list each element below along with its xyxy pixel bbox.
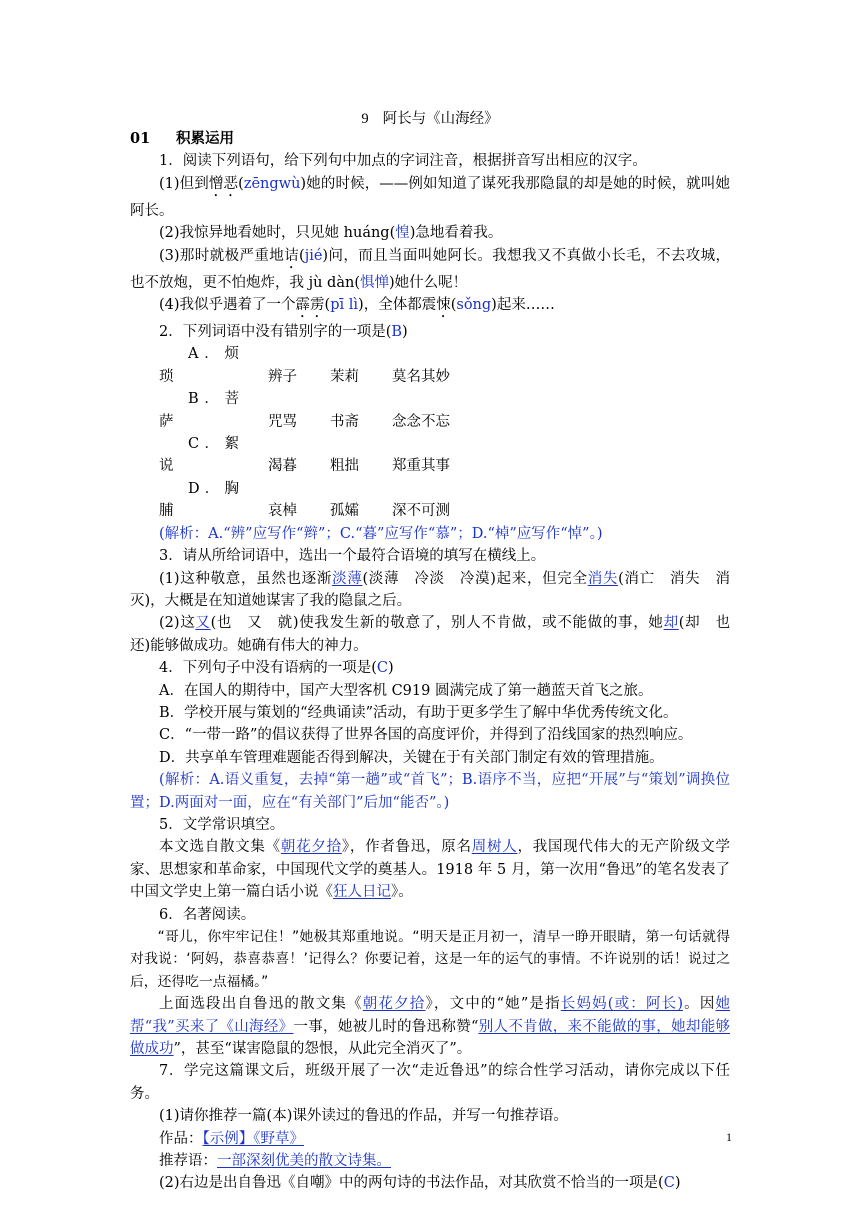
answer: 她帮“我”买来了《山海经》 — [130, 996, 731, 1035]
question-4-option-c: C．“一带一路”的倡议获得了世界各国的高度评价，并得到了沿线国家的热烈响应。 — [159, 727, 693, 744]
question-3-stem: 3．请从所给词语中，选出一个最符合语境的填写在横线上。 — [159, 548, 546, 565]
answer: 却 — [663, 615, 679, 632]
question-7-item-2: (2)右边是出自鲁迅《自嘲》中的两句诗的书法作品，对其欣赏不恰当的一项是(C) — [159, 1175, 681, 1192]
question-2-option-d: D．胸脯 哀棹 孤孀 深不可测 — [159, 480, 450, 520]
answer: 周树人 — [471, 839, 518, 856]
question-2-option-b: B．菩萨 咒骂 书斋 念念不忘 — [159, 391, 450, 430]
answer: 朝花夕拾 — [280, 839, 342, 856]
answer: 惧惮 — [359, 274, 389, 291]
question-7-work: 作品：【示例】《野草》 — [159, 1130, 304, 1147]
question-2-stem: 2．下列词语中没有错别字的一项是(B) — [159, 324, 408, 341]
question-1-stem: 1．阅读下列语句，给下列句中加点的字词注音，根据拼音写出相应的汉字。 — [159, 153, 647, 170]
answer: sǒng — [456, 297, 492, 314]
page-number: 1 — [726, 1130, 732, 1144]
answer: 别人不肯做，来不能做的事，她却能够做成功 — [130, 1018, 730, 1058]
answer: 淡薄 — [332, 570, 363, 587]
answer: 【示例】《野草》 — [202, 1130, 304, 1147]
question-4-stem: 4．下列句子中没有语病的一项是(C) — [159, 660, 394, 677]
answer: 消失 — [587, 570, 619, 587]
question-2-analysis: (解析：A.“辨”应写作“辫”；C.“暮”应写作“慕”；D.“棹”应写作“悼”。) — [159, 525, 603, 542]
answer: 一部深刻优美的散文诗集。 — [217, 1153, 391, 1170]
question-6-body: 上面选段出自鲁迅的散文集《朝花夕拾》，文中的“她”是指长妈妈(或：阿长)。因她帮“我”买来了《山海经》一事，她被儿时的鲁迅称赞“别人不肯做，来不能做的事，她却能够做成功”，甚至“谋害隐鼠的怨恨，从此完全消灭了”。 — [130, 996, 731, 1058]
answer: jié — [304, 247, 323, 264]
question-1-item-4: (4)我似乎遇着了一个霹雳(pī lì)，全体都震悚(sǒng)起来…… — [159, 297, 555, 314]
question-1-item-1: (1)但到憎恶(zēngwù)她的时候，——例如知道了谋死我那隐鼠的却是她的时候，就叫她阿长。 — [130, 175, 730, 219]
answer: 狂人日记 — [333, 884, 391, 901]
question-7-item-1: (1)请你推荐一篇(本)课外读过的鲁迅的作品，并写一句推荐语。 — [159, 1108, 568, 1125]
question-1-item-2: (2)我惊异地看她时，只见她 huáng(惶)急地看着我。 — [159, 225, 503, 242]
question-1-item-3: (3)那时就极严重地诘(jié)问，而且当面叫她阿长。我想我又不真做小长毛，不去攻城，也不放炮，更不怕炮炸，我 jù dàn(惧惮)她什么呢！ — [130, 247, 731, 291]
lesson-number: 9 — [361, 111, 369, 127]
question-5-stem: 5．文学常识填空。 — [159, 816, 285, 833]
answer: 朝花夕拾 — [362, 996, 426, 1013]
answer: pī lì — [330, 297, 359, 314]
question-2-option-c: C．絮说 渴暮 粗拙 郑重其事 — [159, 436, 450, 475]
question-3-item-2: (2)这又(也 又 就)使我发生新的敬意了，别人不肯做，或不能做的事，她却(却 也 还)能够做成功。她确有伟大的神力。 — [130, 615, 745, 654]
answer: 长妈妈(或：阿长) — [560, 996, 683, 1013]
lesson-title: 阿长与《山海经》 — [382, 111, 499, 127]
answer: B — [391, 324, 403, 341]
answer: C — [376, 660, 388, 677]
question-5-body: 本文选自散文集《朝花夕拾》，作者鲁迅，原名周树人，我国现代伟大的无产阶级文学家、思想家和革命家，中国现代文学的奠基人。1918 年 5 月，第一次用“鲁迅”的笔名发表了中国文学史上第一篇白话小说《狂人日记》。 — [130, 839, 731, 901]
question-6-quote: “哥儿，你牢牢记住！”她极其郑重地说。“明天是正月初一，清早一睁开眼睛，第一句话就得对我说：‘阿妈，恭喜恭喜！’记得么？你要记着，这是一年的运气的事情。不许说别的话！说过之后，还得吃一点福橘。” — [130, 929, 730, 990]
answer: zēngwù — [243, 175, 301, 192]
answer: 又 — [195, 615, 211, 632]
question-4-option-b: B．学校开展与策划的“经典诵读”活动，有助于更多学生了解中华优秀传统文化。 — [159, 704, 678, 721]
page-title — [0, 107, 860, 128]
question-4-option-d: D．共享单车管理难题能否得到解决，关键在于有关部门制定有效的管理措施。 — [159, 749, 664, 766]
question-3-item-1: (1)这种敬意，虽然也逐渐淡薄(淡薄 冷淡 冷漠)起来，但完全消失(消亡 消失 消灭)，大概是在知道她谋害了我的隐鼠之后。 — [130, 570, 730, 609]
section-heading: 01 积累运用 — [130, 130, 234, 147]
document-body — [130, 128, 745, 1195]
question-7-recommendation: 推荐语：一部深刻优美的散文诗集。 — [159, 1153, 391, 1170]
question-7-stem: 7．学完这篇课文后，班级开展了一次“走近鲁迅”的综合性学习活动，请你完成以下任务。 — [130, 1063, 730, 1102]
question-4-analysis: (解析：A.语义重复，去掉“第一趟”或“首飞”；B.语序不当，应把“开展”与“策划”调换位置；D.两面对一面，应在“有关部门”后加“能否”。) — [130, 772, 730, 811]
question-4-option-a: A．在国人的期待中，国产大型客机 C919 圆满完成了第一趟蓝天首飞之旅。 — [159, 682, 653, 699]
answer: 惶 — [395, 225, 410, 242]
question-6-stem: 6．名著阅读。 — [159, 906, 256, 923]
answer: C — [663, 1175, 675, 1192]
question-2-option-a: A．烦琐 辨子 茉莉 莫名其妙 — [159, 346, 450, 385]
